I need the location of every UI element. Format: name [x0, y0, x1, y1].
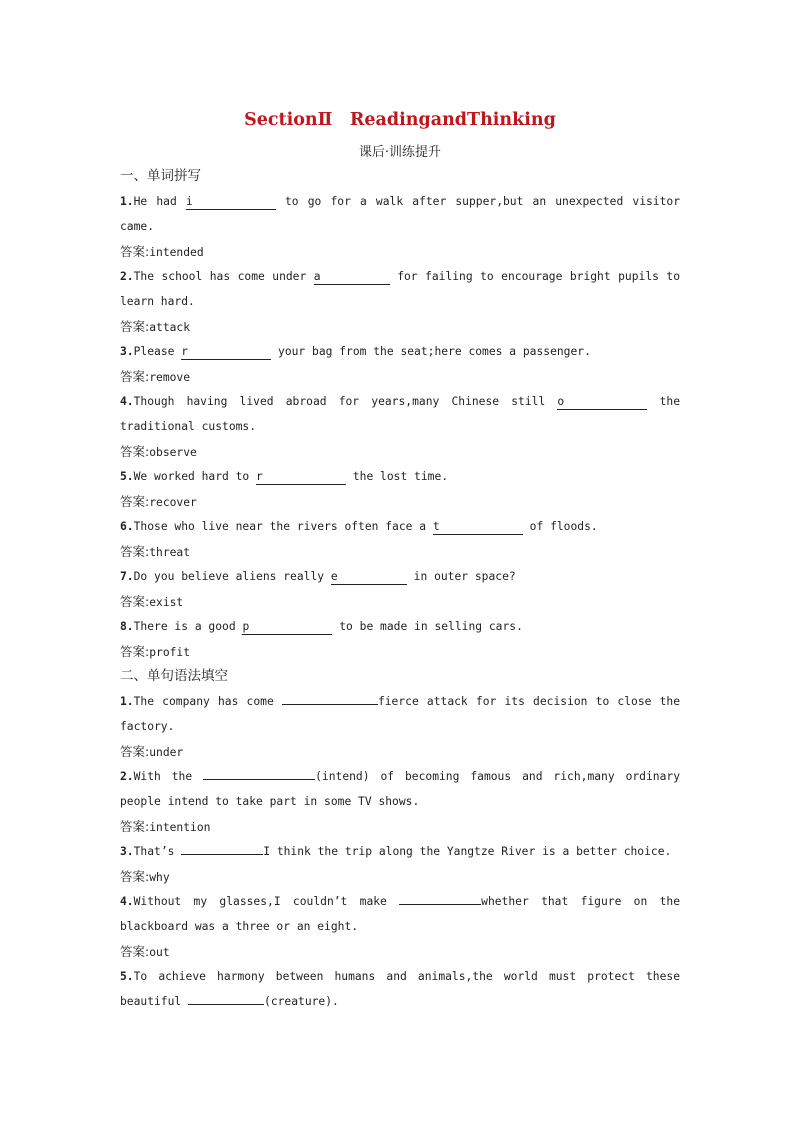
answer-line: 答案:intention — [120, 819, 211, 834]
question-line: 4.Though having lived abroad for years,many Chinese still o the — [120, 395, 680, 408]
question-line: 4.Without my glasses,I couldn’t make whether that figure on the — [120, 889, 680, 914]
answer-blank[interactable]: r — [256, 470, 346, 485]
section-heading-word-spelling: 一、单词拼写 — [120, 168, 201, 184]
question-line: 3.That’s I think the trip along the Yangtze River is a better choice. — [120, 839, 680, 864]
question-line: 1.He had i to go for a walk after supper,but an unexpected visitor — [120, 195, 680, 208]
question-line: 6.Those who live near the rivers often face a t of floods. — [120, 520, 598, 533]
answer-blank[interactable]: r — [181, 345, 271, 360]
answer-blank[interactable]: t — [433, 520, 523, 535]
question-line: learn hard. — [120, 295, 195, 308]
question-line: 7.Do you believe aliens really e in outer space? — [120, 570, 516, 583]
answer-line: 答案:out — [120, 944, 170, 959]
answer-blank[interactable]: p — [242, 620, 332, 635]
answer-blank[interactable]: o — [557, 395, 647, 410]
answer-blank[interactable] — [282, 690, 378, 705]
question-line: people intend to take part in some TV shows. — [120, 795, 420, 808]
answer-blank[interactable]: e — [331, 570, 407, 585]
question-line: 8.There is a good p to be made in selling cars. — [120, 620, 523, 633]
question-line: 2.With the (intend) of becoming famous and rich,many ordinary — [120, 764, 680, 789]
question-line: 5.To achieve harmony between humans and animals,the world must protect these — [120, 970, 680, 983]
question-line: 1.The company has come fierce attack for its decision to close the — [120, 689, 680, 714]
question-line: came. — [120, 220, 155, 233]
answer-blank[interactable] — [181, 840, 263, 855]
question-line: 5.We worked hard to r the lost time. — [120, 470, 449, 483]
answer-blank[interactable]: a — [314, 270, 390, 285]
answer-line: 答案:attack — [120, 319, 191, 334]
answer-line: 答案:remove — [120, 369, 191, 384]
question-line: factory. — [120, 720, 175, 733]
answer-blank[interactable] — [203, 765, 315, 780]
page-subtitle: 课后·训练提升 — [358, 145, 442, 160]
worksheet-content — [120, 164, 680, 1014]
answer-blank[interactable] — [188, 990, 264, 1005]
answer-line: 答案:profit — [120, 644, 191, 659]
question-line: beautiful (creature). — [120, 989, 680, 1014]
question-line: blackboard was a three or an eight. — [120, 920, 359, 933]
answer-line: 答案:observe — [120, 444, 197, 459]
answer-line: 答案:recover — [120, 494, 197, 509]
answer-line: 答案:exist — [120, 594, 184, 609]
answer-blank[interactable]: i — [186, 195, 276, 210]
answer-blank[interactable] — [399, 890, 481, 905]
question-line: 3.Please r your bag from the seat;here comes a passenger. — [120, 345, 591, 358]
answer-line: 答案:why — [120, 869, 170, 884]
question-line: traditional customs. — [120, 420, 257, 433]
question-line: 2.The school has come under a for failing to encourage bright pupils to — [120, 270, 680, 283]
page-title: SectionⅡ ReadingandThinking — [244, 110, 556, 130]
answer-line: 答案:intended — [120, 244, 204, 259]
section-heading-grammar-fill: 二、单句语法填空 — [120, 668, 228, 684]
answer-line: 答案:threat — [120, 544, 191, 559]
answer-line: 答案:under — [120, 744, 184, 759]
